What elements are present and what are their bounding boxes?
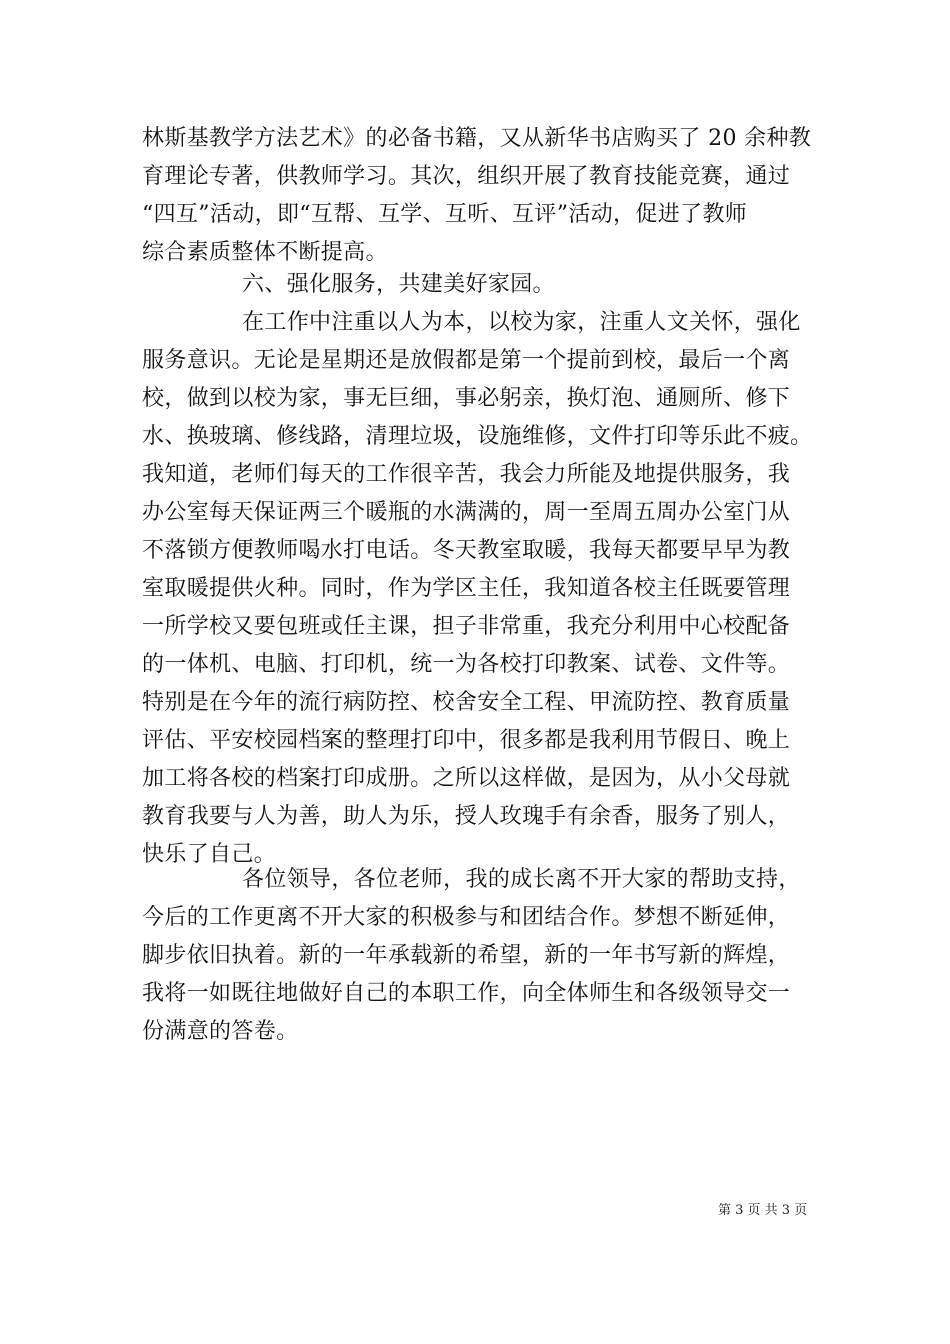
text-line: 教育我要与人为善，助人为乐，授人玫瑰手有余香，服务了别人， — [142, 804, 791, 829]
text-line: 一所学校又要包班或任主课，担子非常重，我充分利用中心校配备 — [142, 614, 791, 639]
text-line: 林斯基教学方法艺术》的必备书籍，又从新华书店购买了 20 余种教 — [142, 126, 812, 151]
text-line: 我知道，老师们每天的工作很辛苦，我会力所能及地提供服务，我 — [142, 462, 791, 487]
text-line: 校，做到以校为家，事无巨细，事必躬亲，换灯泡、通厕所、修下 — [142, 386, 791, 411]
text-line: 份满意的答卷。 — [142, 1019, 299, 1044]
text-line: 快乐了自己。 — [142, 842, 277, 867]
text-line: 综合素质整体不断提高。 — [142, 240, 388, 265]
section-heading-text: 六、强化服务，共建美好家园。 — [242, 272, 555, 297]
text-line: 评估、平安校园档案的整理打印中，很多都是我利用节假日、晚上 — [142, 728, 791, 753]
text-line: 室取暖提供火种。同时，作为学区主任，我知道各校主任既要管理 — [142, 576, 791, 601]
text-line: 特别是在今年的流行病防控、校舍安全工程、甲流防控、教育质量 — [142, 690, 791, 715]
text-line: 办公室每天保证两三个暖瓶的水满满的，周一至周五周办公室门从 — [142, 500, 791, 525]
text-line: 服务意识。无论是星期还是放假都是第一个提前到校，最后一个离 — [142, 348, 791, 373]
text-line: 脚步依旧执着。新的一年承载新的希望，新的一年书写新的辉煌， — [142, 943, 791, 968]
text-line: 加工将各校的档案打印成册。之所以这样做，是因为，从小父母就 — [142, 766, 791, 791]
section-heading-6 — [142, 266, 812, 304]
text-line: “四互”活动，即“互帮、互学、互听、互评”活动，促进了教师 — [142, 202, 748, 227]
text-line: 各位领导，各位老师，我的成长离不开大家的帮助支持， — [242, 867, 801, 892]
paragraph-2 — [142, 304, 812, 874]
text-line: 不落锁方便教师喝水打电话。冬天教室取暖，我每天都要早早为教 — [142, 538, 791, 563]
text-line: 今后的工作更离不开大家的积极参与和团结合作。梦想不断延伸， — [142, 905, 791, 930]
text-line: 育理论专著，供教师学习。其次，组织开展了教育技能竞赛，通过 — [142, 164, 791, 189]
text-line: 在工作中注重以人为本，以校为家，注重人文关怀，强化 — [242, 310, 801, 335]
text-line: 我将一如既往地做好自己的本职工作，向全体师生和各级领导交一 — [142, 981, 791, 1006]
paragraph-1 — [142, 120, 812, 272]
paragraph-3 — [142, 861, 812, 1051]
page-number-footer: 第 3 页 共 3 页 — [718, 1203, 808, 1218]
text-line: 水、换玻璃、修线路，清理垃圾，设施维修，文件打印等乐此不疲。 — [142, 424, 813, 449]
text-line: 的一体机、电脑、打印机，统一为各校打印教案、试卷、文件等。 — [142, 652, 791, 677]
